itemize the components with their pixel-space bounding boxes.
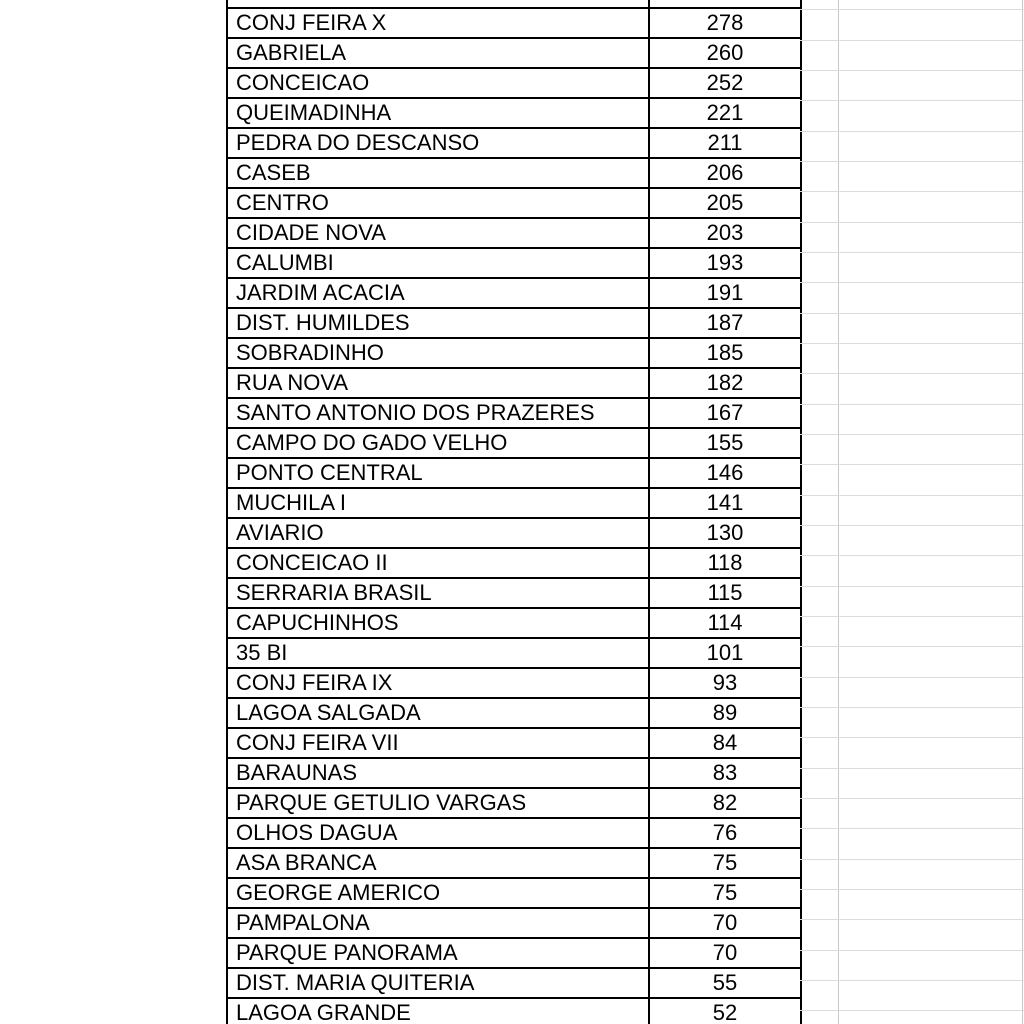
count-value-cell[interactable]: 130: [649, 518, 801, 548]
count-value-cell[interactable]: 252: [649, 68, 801, 98]
grid-row-line: [800, 646, 1024, 647]
grid-row-line: [800, 950, 1024, 951]
table-row: [227, 188, 801, 218]
neighborhood-name-cell[interactable]: JARDIM ACACIA: [227, 278, 649, 308]
table-row: [227, 698, 801, 728]
neighborhood-name-cell[interactable]: PARQUE GETULIO VARGAS: [227, 788, 649, 818]
neighborhood-name-cell[interactable]: CONJ FEIRA VII: [227, 728, 649, 758]
count-value-cell[interactable]: 191: [649, 278, 801, 308]
grid-row-line: [800, 343, 1024, 344]
neighborhood-name-cell[interactable]: CONCEICAO: [227, 68, 649, 98]
grid-row-line: [800, 252, 1024, 253]
count-value-cell[interactable]: 89: [649, 698, 801, 728]
grid-row-line: [800, 40, 1024, 41]
table-row: [227, 338, 801, 368]
neighborhood-name-cell[interactable]: GEORGE AMERICO: [227, 878, 649, 908]
count-value-cell[interactable]: 146: [649, 458, 801, 488]
table-row: [227, 848, 801, 878]
table-row: [227, 0, 801, 8]
neighborhood-name-cell[interactable]: CONJ FEIRA X: [227, 8, 649, 38]
count-value-cell[interactable]: 206: [649, 158, 801, 188]
neighborhood-name-cell[interactable]: PEDRA DO DESCANSO: [227, 128, 649, 158]
neighborhood-name-cell[interactable]: BARAUNAS: [227, 758, 649, 788]
table-row: [227, 548, 801, 578]
grid-row-line: [800, 434, 1024, 435]
table-row: [227, 38, 801, 68]
neighborhood-name-cell[interactable]: PARQUE PANORAMA: [227, 938, 649, 968]
neighborhood-name-cell[interactable]: DIST. MARIA QUITERIA: [227, 968, 649, 998]
count-value-cell[interactable]: 70: [649, 938, 801, 968]
neighborhood-name-cell[interactable]: AVIARIO: [227, 518, 649, 548]
count-value-cell[interactable]: 101: [649, 638, 801, 668]
neighborhood-name-cell[interactable]: CALUMBI: [227, 248, 649, 278]
count-value-cell[interactable]: 211: [649, 128, 801, 158]
count-value-cell[interactable]: 70: [649, 908, 801, 938]
grid-row-line: [800, 9, 1024, 10]
table-row: [227, 428, 801, 458]
table-row: [227, 608, 801, 638]
count-value-cell[interactable]: 141: [649, 488, 801, 518]
table-row: [227, 398, 801, 428]
count-value-cell[interactable]: 75: [649, 878, 801, 908]
count-value-cell[interactable]: 155: [649, 428, 801, 458]
neighborhood-name-cell[interactable]: LAGOA SALGADA: [227, 698, 649, 728]
table-row: [227, 728, 801, 758]
count-value-cell[interactable]: 182: [649, 368, 801, 398]
neighborhood-name-cell[interactable]: RUA NOVA: [227, 368, 649, 398]
table-row: [227, 68, 801, 98]
table-row: [227, 368, 801, 398]
table-row: [227, 938, 801, 968]
grid-row-line: [800, 525, 1024, 526]
table-row: [227, 878, 801, 908]
count-value-cell[interactable]: 203: [649, 218, 801, 248]
grid-row-line: [800, 980, 1024, 981]
grid-row-line: [800, 70, 1024, 71]
count-value-cell[interactable]: 115: [649, 578, 801, 608]
grid-row-line: [800, 131, 1024, 132]
count-value-cell[interactable]: 75: [649, 848, 801, 878]
grid-row-line: [800, 707, 1024, 708]
grid-row-line: [800, 222, 1024, 223]
count-value-cell[interactable]: 82: [649, 788, 801, 818]
table-row: [227, 98, 801, 128]
grid-row-line: [800, 1010, 1024, 1011]
table-row: [227, 668, 801, 698]
count-value-cell[interactable]: 278: [649, 8, 801, 38]
count-value-cell[interactable]: 83: [649, 758, 801, 788]
grid-row-line: [800, 586, 1024, 587]
count-value-cell[interactable]: 205: [649, 188, 801, 218]
grid-row-line: [800, 373, 1024, 374]
neighborhood-name-cell[interactable]: CASEB: [227, 158, 649, 188]
grid-row-line: [800, 677, 1024, 678]
table-row: [227, 788, 801, 818]
count-value-cell[interactable]: 52: [649, 998, 801, 1024]
table-row: [227, 458, 801, 488]
grid-row-line: [800, 404, 1024, 405]
table-row: [227, 248, 801, 278]
table-row: [227, 638, 801, 668]
grid-column-line: [838, 0, 839, 1024]
neighborhood-name-cell[interactable]: GABRIELA: [227, 38, 649, 68]
neighborhood-name-cell[interactable]: PONTO CENTRAL: [227, 458, 649, 488]
count-value-cell[interactable]: 84: [649, 728, 801, 758]
grid-row-line: [800, 161, 1024, 162]
grid-row-line: [800, 555, 1024, 556]
table-row: [227, 218, 801, 248]
count-value-cell[interactable]: [649, 0, 801, 8]
table-row: [227, 278, 801, 308]
table-row: [227, 128, 801, 158]
grid-row-line: [800, 616, 1024, 617]
neighborhood-name-cell[interactable]: SANTO ANTONIO DOS PRAZERES: [227, 398, 649, 428]
neighborhood-name-cell[interactable]: CONCEICAO II: [227, 548, 649, 578]
neighborhood-name-cell[interactable]: CIDADE NOVA: [227, 218, 649, 248]
count-value-cell[interactable]: 76: [649, 818, 801, 848]
count-value-cell[interactable]: 167: [649, 398, 801, 428]
table-row: [227, 758, 801, 788]
neighborhood-name-cell[interactable]: CAPUCHINHOS: [227, 608, 649, 638]
grid-row-line: [800, 889, 1024, 890]
grid-row-line: [800, 495, 1024, 496]
count-value-cell[interactable]: 93: [649, 668, 801, 698]
grid-column-line: [1022, 0, 1023, 1024]
count-value-cell[interactable]: 193: [649, 248, 801, 278]
neighborhood-name-cell[interactable]: CAMPO DO GADO VELHO: [227, 428, 649, 458]
count-value-cell[interactable]: 260: [649, 38, 801, 68]
table-row: [227, 818, 801, 848]
neighborhood-name-cell[interactable]: CENTRO: [227, 188, 649, 218]
table-row: [227, 998, 801, 1024]
neighborhood-name-cell[interactable]: OLHOS DAGUA: [227, 818, 649, 848]
neighborhood-name-cell[interactable]: ASA BRANCA: [227, 848, 649, 878]
neighborhood-name-cell[interactable]: PAMPALONA: [227, 908, 649, 938]
count-value-cell[interactable]: 187: [649, 308, 801, 338]
table-row: [227, 518, 801, 548]
grid-row-line: [800, 859, 1024, 860]
grid-row-line: [800, 798, 1024, 799]
grid-row-line: [800, 737, 1024, 738]
neighborhood-name-cell[interactable]: 35 BI: [227, 638, 649, 668]
neighborhood-name-cell[interactable]: QUEIMADINHA: [227, 98, 649, 128]
table-row: [227, 158, 801, 188]
table-row: [227, 908, 801, 938]
table-row: [227, 308, 801, 338]
grid-row-line: [800, 313, 1024, 314]
neighborhood-name-cell[interactable]: SOBRADINHO: [227, 338, 649, 368]
table-body: [227, 0, 801, 1024]
count-value-cell[interactable]: 221: [649, 98, 801, 128]
neighborhood-name-cell[interactable]: LAGOA GRANDE: [227, 998, 649, 1024]
table-row: [227, 488, 801, 518]
neighborhood-name-cell[interactable]: SERRARIA BRASIL: [227, 578, 649, 608]
grid-row-line: [800, 191, 1024, 192]
grid-row-line: [800, 828, 1024, 829]
grid-row-line: [800, 100, 1024, 101]
count-value-cell[interactable]: 185: [649, 338, 801, 368]
table-row: [227, 968, 801, 998]
count-value-cell[interactable]: 55: [649, 968, 801, 998]
neighborhood-name-cell[interactable]: MUCHILA I: [227, 488, 649, 518]
grid-row-line: [800, 919, 1024, 920]
count-value-cell[interactable]: 118: [649, 548, 801, 578]
grid-row-line: [800, 768, 1024, 769]
neighborhood-name-cell[interactable]: DIST. HUMILDES: [227, 308, 649, 338]
neighborhood-name-cell[interactable]: [227, 0, 649, 8]
table-row: [227, 8, 801, 38]
count-value-cell[interactable]: 114: [649, 608, 801, 638]
data-table: [226, 0, 802, 1024]
neighborhood-name-cell[interactable]: CONJ FEIRA IX: [227, 668, 649, 698]
grid-row-line: [800, 282, 1024, 283]
table-row: [227, 578, 801, 608]
grid-row-line: [800, 464, 1024, 465]
